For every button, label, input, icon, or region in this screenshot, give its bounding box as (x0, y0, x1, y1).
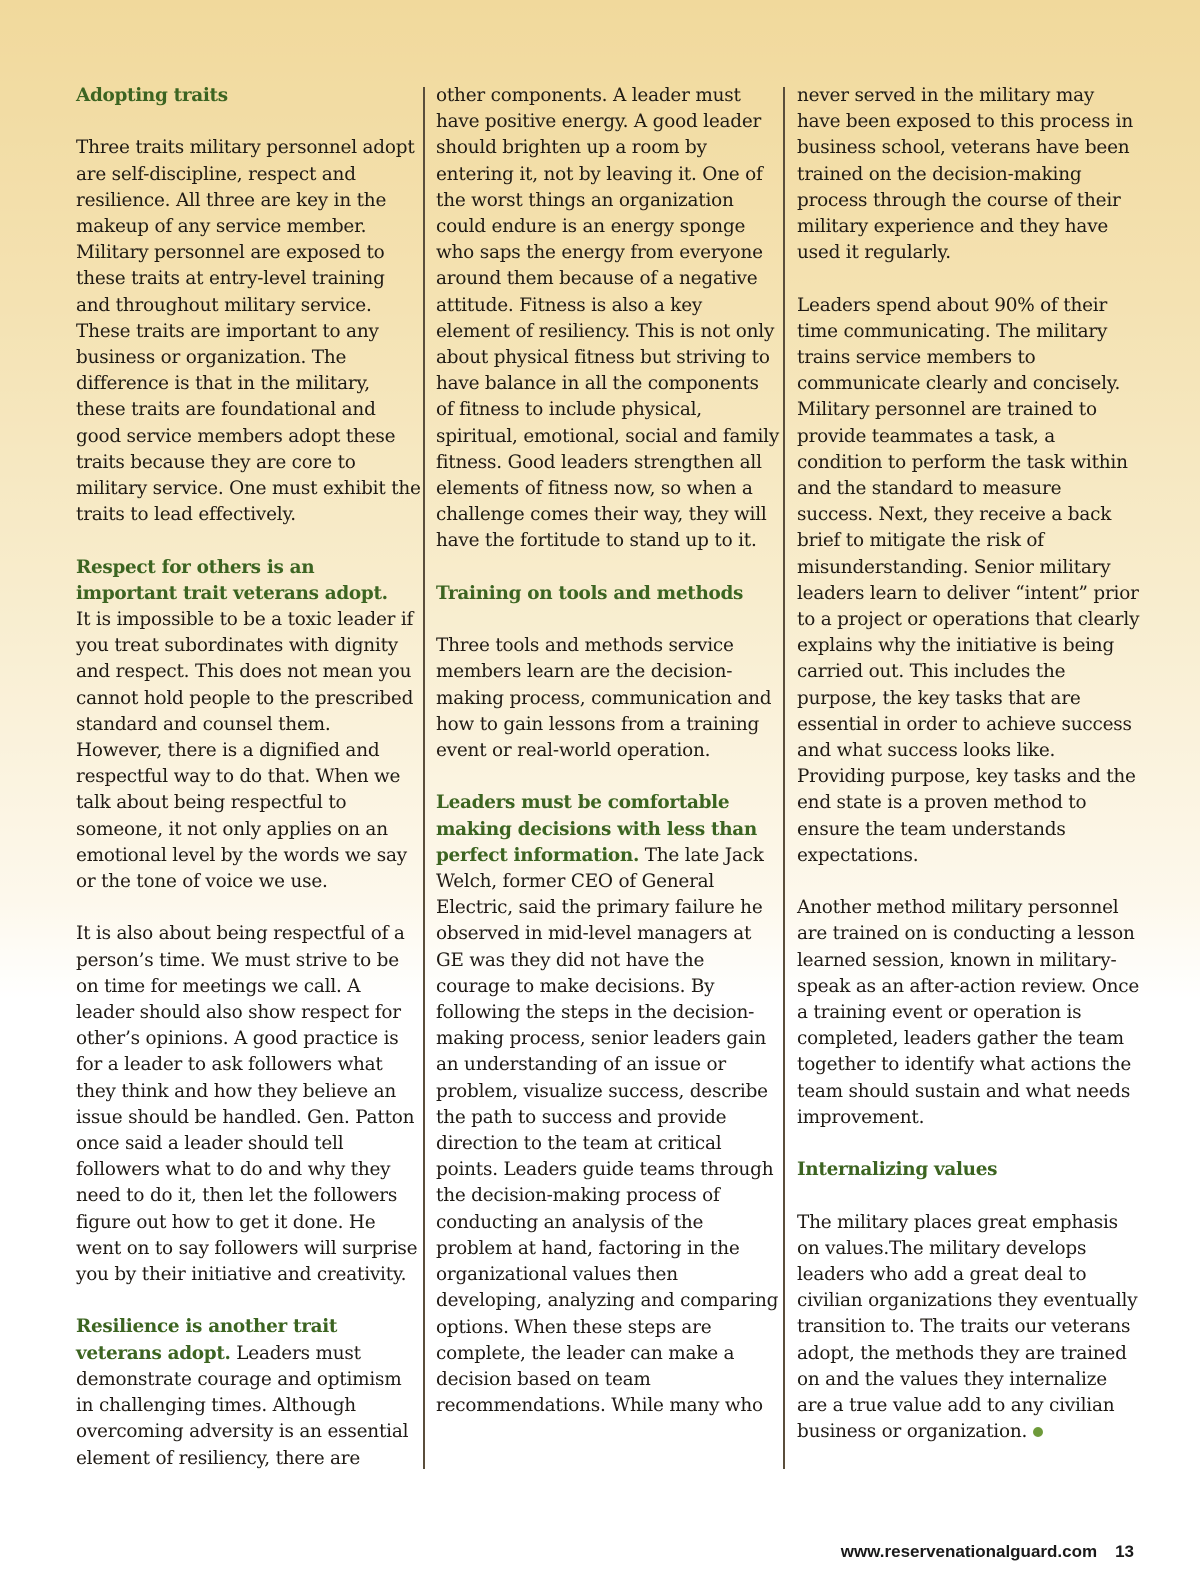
paragraph-text: The late Jack Welch, former CEO of General Electric, said the primary failure he observed in mid-level managers at GE was they did not have the courage to make decisions. By following the steps in the decision-making process, senior leaders gain an understanding of an issue or problem, visualize success, describe the path to success and provide direction to the team at critical points. Leaders guide teams through the decision-making process of conducting an analysis of the problem at hand, factoring in the organizational values then developing, analyzing and comparing options. When these steps are complete, the leader can make a decision based on team recommendations. While many who (436, 844, 779, 1417)
paragraph: never served in the military may have been exposed to this process in business school, veterans have been trained on the decision-making process through the course of their military experience and they have used it regularly. (797, 85, 1133, 264)
paragraph: other components. A leader must have positive energy. A good leader should brighten up a room by entering it, not by leaving it. One of the worst things an organization could endure is an energy sponge who saps the energy from everyone around them because of a negative attitude. Fitness is also a key element of resiliency. This is not only about physical fitness but striving to have balance in all the components of fitness to include physical, spiritual, emotional, social and family fitness. Good leaders strengthen all elements of fitness now, so when a challenge comes their way, they will have the fortitude to stand up to it. (436, 85, 780, 552)
section-heading: Internalizing values (797, 1159, 998, 1181)
column-divider (423, 87, 425, 1469)
lead-heading: Resilience is another trait veterans adopt. (76, 1316, 338, 1364)
column-divider (783, 87, 785, 1469)
website-url: www.reservenationalguard.com (840, 1542, 1098, 1561)
lead-heading: Respect for others is an important trait veterans adopt. (76, 556, 388, 604)
paragraph (436, 790, 781, 1419)
text-column-1 (76, 83, 421, 1472)
text-column-2 (436, 83, 781, 1419)
paragraph-text: It is impossible to be a toxic leader if you treat subordinates with dignity and respect. This does not mean you cannot hold people to the prescribed standard and counsel them. However, there is a dignified and respectful way to do that. When we talk about being respectful to someone, it not only applies on an emotional level by the words we say or the tone of voice we use. (76, 609, 414, 893)
paragraph: Three tools and methods service members learn are the decision-making process, communication and how to gain lessons from a training event or real-world operation. (436, 635, 772, 762)
paragraph-text: The military places great emphasis on values.The military develops leaders who add a great deal to civilian organizations they eventually transition to. The traits our veterans adopt, the methods they are trained on and the values they internalize are a true value add to any civilian business or organization. (797, 1211, 1138, 1443)
section-heading: Adopting traits (76, 85, 228, 106)
page-footer (841, 1542, 1134, 1562)
paragraph: It is also about being respectful of a person’s time. We must strive to be on time for meetings we call. A leader should also show respect for other’s opinions. A good practice is for a leader to ask followers what they think and how they believe an issue should be handled. Gen. Patton once said a leader should tell followers what to do and why they need to do it, then let the followers figure out how to get it done. He went on to say followers will surprise you by their initiative and creativity. (76, 923, 418, 1286)
lead-heading: Leaders must be comfortable making decisions with less than perfect information. (436, 792, 757, 866)
section-heading: Training on tools and methods (436, 582, 744, 604)
paragraph-text: Leaders must demonstrate courage and optimism in challenging times. Although overcoming adversity is an essential element of resiliency, there are (76, 1342, 409, 1469)
page-number: 13 (1115, 1542, 1134, 1561)
text-column-3 (797, 83, 1142, 1446)
paragraph (76, 1314, 421, 1471)
paragraph: Three traits military personnel adopt are self-discipline, respect and resilience. All three are key in the makeup of any service member. Military personnel are exposed to these traits at entry-level training and throughout military service. These traits are important to any business or organization. The difference is that in the military, these traits are foundational and good service members adopt these traits because they are core to military service. One must exhibit the traits to lead effectively. (76, 137, 421, 526)
paragraph: Leaders spend about 90% of their time communicating. The military trains service members to communicate clearly and concisely. Military personnel are trained to provide teammates a task, a condition to perform the task within and the standard to measure success. Next, they receive a back brief to mitigate the risk of misunderstanding. Senior military leaders learn to deliver “intent” prior to a project or operations that clearly explains why the initiative is being carried out. This includes the purpose, the key tasks that are essential in order to achieve success and what success looks like. Providing purpose, key tasks and the end state is a proven method to ensure the team understands expectations. (797, 294, 1140, 866)
paragraph: Another method military personnel are trained on is conducting a lesson learned session, known in military-speak as an after-action review. Once a training event or operation is completed, leaders gather the team together to identify what actions the team should sustain and what needs improvement. (797, 897, 1140, 1128)
paragraph (76, 555, 421, 896)
paragraph (797, 1210, 1142, 1446)
end-of-article-dot-icon (1033, 1427, 1043, 1437)
